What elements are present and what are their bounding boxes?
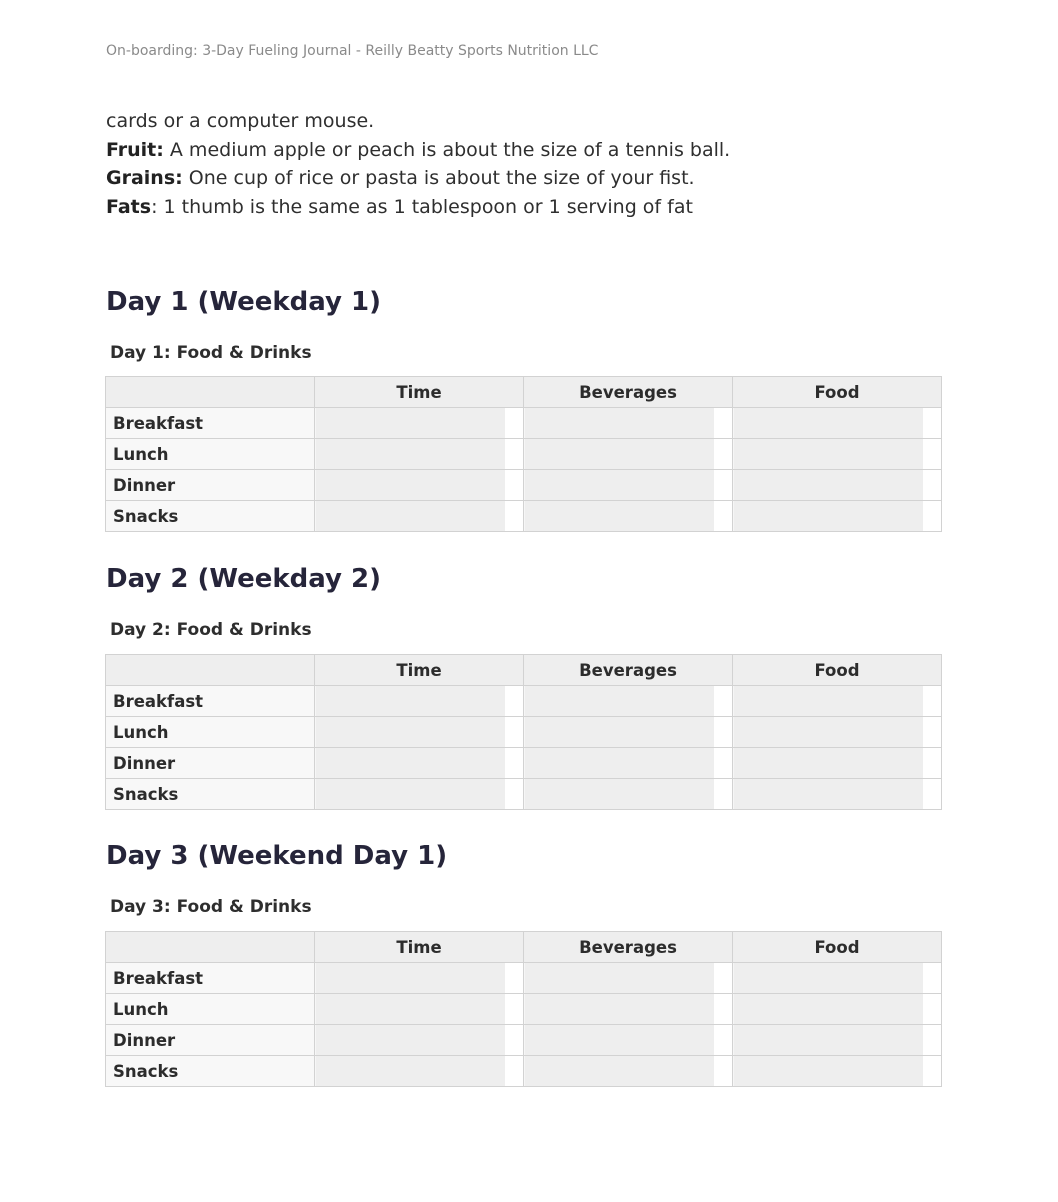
- table-row: [106, 470, 942, 501]
- column-header-beverages: Beverages: [524, 655, 733, 686]
- row-label-lunch: Lunch: [106, 717, 315, 748]
- fats-guide: [106, 193, 730, 222]
- entry-cell-beverages[interactable]: [524, 1025, 733, 1056]
- entry-cell-beverages[interactable]: [524, 779, 733, 810]
- fruit-label: Fruit:: [106, 138, 164, 161]
- grains-guide: [106, 164, 730, 193]
- entry-cell-beverages[interactable]: [524, 717, 733, 748]
- entry-cell-time[interactable]: [315, 994, 524, 1025]
- corner-cell: [106, 932, 315, 963]
- entry-cell-time[interactable]: [315, 470, 524, 501]
- table-row: [106, 748, 942, 779]
- entry-cell-food[interactable]: [733, 1025, 942, 1056]
- entry-cell-food[interactable]: [733, 470, 942, 501]
- row-label-snacks: Snacks: [106, 501, 315, 532]
- entry-cell-time[interactable]: [315, 501, 524, 532]
- entry-cell-time[interactable]: [315, 1056, 524, 1087]
- day-2-table-title: Day 2: Food & Drinks: [110, 620, 312, 640]
- grains-label: Grains:: [106, 167, 183, 190]
- row-label-dinner: Dinner: [106, 1025, 315, 1056]
- row-label-snacks: Snacks: [106, 1056, 315, 1087]
- entry-cell-beverages[interactable]: [524, 686, 733, 717]
- column-header-food: Food: [733, 377, 942, 408]
- entry-cell-time[interactable]: [315, 1025, 524, 1056]
- row-label-lunch: Lunch: [106, 439, 315, 470]
- entry-cell-time[interactable]: [315, 408, 524, 439]
- day-1-table-title: Day 1: Food & Drinks: [110, 343, 312, 363]
- table-row: [106, 1025, 942, 1056]
- column-header-time: Time: [315, 377, 524, 408]
- entry-cell-food[interactable]: [733, 439, 942, 470]
- entry-cell-food[interactable]: [733, 1056, 942, 1087]
- day-1-heading: Day 1 (Weekday 1): [106, 287, 381, 317]
- table-row: [106, 994, 942, 1025]
- column-header-beverages: Beverages: [524, 377, 733, 408]
- entry-cell-beverages[interactable]: [524, 501, 733, 532]
- corner-cell: [106, 377, 315, 408]
- fats-label: Fats: [106, 196, 152, 219]
- column-header-beverages: Beverages: [524, 932, 733, 963]
- day-2-journal-table: [105, 654, 942, 810]
- day-3-heading: Day 3 (Weekend Day 1): [106, 841, 448, 871]
- document-header: On-boarding: 3-Day Fueling Journal - Reilly Beatty Sports Nutrition LLC: [106, 43, 599, 59]
- column-header-food: Food: [733, 932, 942, 963]
- table-row: [106, 501, 942, 532]
- row-label-breakfast: Breakfast: [106, 963, 315, 994]
- entry-cell-beverages[interactable]: [524, 994, 733, 1025]
- entry-cell-beverages[interactable]: [524, 748, 733, 779]
- entry-cell-time[interactable]: [315, 748, 524, 779]
- entry-cell-time[interactable]: [315, 717, 524, 748]
- entry-cell-time[interactable]: [315, 439, 524, 470]
- entry-cell-food[interactable]: [733, 717, 942, 748]
- column-header-time: Time: [315, 655, 524, 686]
- entry-cell-time[interactable]: [315, 779, 524, 810]
- table-row: [106, 963, 942, 994]
- entry-cell-food[interactable]: [733, 963, 942, 994]
- entry-cell-food[interactable]: [733, 501, 942, 532]
- table-header-row: [106, 932, 942, 963]
- table-row: [106, 439, 942, 470]
- table-row: [106, 408, 942, 439]
- day-3-table-title: Day 3: Food & Drinks: [110, 897, 312, 917]
- day-2-heading: Day 2 (Weekday 2): [106, 564, 381, 594]
- intro-continuation: cards or a computer mouse.: [106, 110, 375, 132]
- row-label-breakfast: Breakfast: [106, 408, 315, 439]
- entry-cell-food[interactable]: [733, 408, 942, 439]
- corner-cell: [106, 655, 315, 686]
- row-label-lunch: Lunch: [106, 994, 315, 1025]
- row-label-snacks: Snacks: [106, 779, 315, 810]
- entry-cell-beverages[interactable]: [524, 963, 733, 994]
- portion-guide-text: [106, 107, 730, 222]
- entry-cell-time[interactable]: [315, 686, 524, 717]
- entry-cell-beverages[interactable]: [524, 439, 733, 470]
- entry-cell-beverages[interactable]: [524, 1056, 733, 1087]
- entry-cell-beverages[interactable]: [524, 470, 733, 501]
- fats-text: : 1 thumb is the same as 1 tablespoon or 1 serving of fat: [151, 196, 693, 219]
- entry-cell-food[interactable]: [733, 686, 942, 717]
- entry-cell-food[interactable]: [733, 779, 942, 810]
- column-header-time: Time: [315, 932, 524, 963]
- entry-cell-beverages[interactable]: [524, 408, 733, 439]
- row-label-dinner: Dinner: [106, 470, 315, 501]
- table-row: [106, 1056, 942, 1087]
- entry-cell-time[interactable]: [315, 963, 524, 994]
- fruit-guide: [106, 136, 730, 165]
- row-label-breakfast: Breakfast: [106, 686, 315, 717]
- column-header-food: Food: [733, 655, 942, 686]
- grains-text: One cup of rice or pasta is about the size of your fist.: [182, 167, 695, 190]
- fruit-text: A medium apple or peach is about the size of a tennis ball.: [163, 138, 731, 161]
- table-row: [106, 686, 942, 717]
- day-1-journal-table: [105, 376, 942, 532]
- table-header-row: [106, 655, 942, 686]
- table-header-row: [106, 377, 942, 408]
- day-3-journal-table: [105, 931, 942, 1087]
- entry-cell-food[interactable]: [733, 994, 942, 1025]
- table-row: [106, 717, 942, 748]
- entry-cell-food[interactable]: [733, 748, 942, 779]
- table-row: [106, 779, 942, 810]
- row-label-dinner: Dinner: [106, 748, 315, 779]
